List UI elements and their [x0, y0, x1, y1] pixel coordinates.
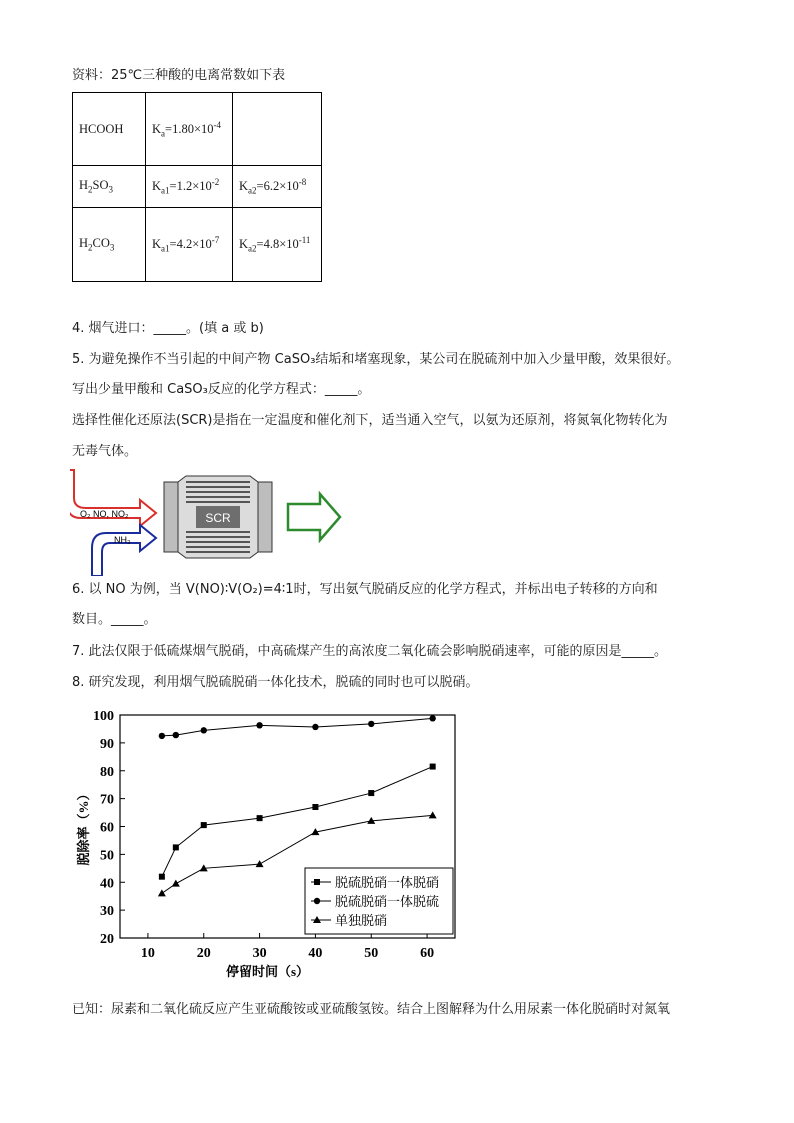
- scr-description-line1: 选择性催化还原法(SCR)是指在一定温度和催化剂下，适当通入空气，以氨为还原剂，将氮氧化物转化为: [72, 413, 668, 428]
- legend-marker-square: [314, 879, 320, 885]
- question-4: 4. 烟气进口：_____。(填 a 或 b): [72, 321, 264, 336]
- k2-cell: $K_{a2}=4.8\times 10^{-11}$: [233, 208, 322, 282]
- question-6-line1: 6. 以 NO 为例，当 V(NO)∶V(O₂)=4∶1时，写出氨气脱硝反应的化学方程式，并标出电子转移的方向和: [72, 582, 658, 597]
- scr-description-line2: 无毒气体。: [72, 444, 138, 459]
- x-tick-label: 20: [196, 946, 211, 961]
- data-point-triangle: [172, 880, 180, 887]
- data-point-circle: [312, 724, 318, 730]
- legend-label: 脱硫脱硝一体脱硫: [335, 894, 440, 909]
- legend-label: 单独脱硝: [335, 913, 388, 928]
- data-point-square: [173, 844, 179, 850]
- legend-label: 脱硫脱硝一体脱硝: [335, 875, 440, 890]
- table-row: [73, 93, 322, 166]
- data-point-circle: [368, 721, 374, 727]
- ammonia-label: NH₃: [114, 535, 131, 545]
- data-point-circle: [256, 722, 262, 728]
- acid-cell: $H_2CO_3$: [73, 208, 146, 282]
- table-row: [73, 208, 322, 282]
- data-point-triangle: [429, 811, 437, 818]
- table-row: [73, 166, 322, 208]
- x-axis-label: 停留时间（s）: [225, 964, 310, 979]
- acid-cell: $H_2SO_3$: [73, 166, 146, 208]
- x-tick-label: 30: [252, 946, 267, 961]
- y-tick-label: 80: [100, 764, 114, 780]
- y-tick-label: 50: [100, 848, 114, 864]
- y-axis-label: 脱除率（%）: [76, 787, 91, 866]
- k1-cell: $K_{a1}=4.2\times 10^{-7}$: [146, 208, 233, 282]
- series-line-square: [162, 767, 433, 877]
- data-point-circle: [173, 732, 179, 738]
- y-tick-label: 30: [100, 904, 114, 920]
- data-point-triangle: [158, 889, 166, 896]
- data-point-square: [257, 815, 263, 821]
- k2-cell: $K_{a2}=6.2\times 10^{-8}$: [233, 166, 322, 208]
- question-8: 8. 研究发现，利用烟气脱硫脱硝一体化技术，脱硫的同时也可以脱硝。: [72, 675, 479, 690]
- x-tick-label: 50: [364, 946, 379, 961]
- k2-cell: [233, 93, 322, 166]
- data-point-square: [159, 874, 165, 880]
- scr-diagram: [70, 468, 345, 576]
- data-point-triangle: [256, 860, 264, 867]
- k1-cell: $K_{a1}=1.2\times 10^{-2}$: [146, 166, 233, 208]
- data-point-square: [430, 764, 436, 770]
- data-point-circle: [201, 727, 207, 733]
- x-tick-label: 60: [420, 946, 435, 961]
- x-tick-label: 10: [140, 946, 155, 961]
- scr-label: SCR: [205, 511, 231, 525]
- data-point-square: [312, 804, 318, 810]
- y-tick-label: 70: [100, 792, 114, 808]
- y-tick-label: 90: [100, 736, 114, 752]
- removal-rate-chart: [70, 700, 470, 985]
- y-tick-label: 20: [100, 932, 114, 947]
- ionization-constants-table: [72, 92, 322, 282]
- data-point-square: [368, 790, 374, 796]
- scr-reactor: [164, 476, 272, 558]
- k1-cell: $K_a=1.80\times 10^{-4}$: [146, 93, 233, 166]
- inlet-gas-label: O₂ NO, NO₂: [80, 509, 129, 519]
- question-5-line2: 写出少量甲酸和 CaSO₃反应的化学方程式：_____。: [72, 382, 371, 397]
- question-7: 7. 此法仅限于低硫煤烟气脱硝，中高硫煤产生的高浓度二氧化硫会影响脱硝速率，可能的原因是_____。: [72, 644, 668, 659]
- y-tick-label: 100: [93, 709, 114, 724]
- data-point-square: [201, 822, 207, 828]
- question-6-line2: 数目。_____。: [72, 612, 157, 627]
- green-outlet-arrow: [288, 494, 340, 540]
- y-tick-label: 40: [100, 876, 114, 892]
- blue-inlet-arrow: [92, 525, 156, 576]
- material-intro: 资料：25℃三种酸的电离常数如下表: [72, 68, 286, 83]
- x-tick-label: 40: [308, 946, 323, 961]
- data-point-circle: [159, 733, 165, 739]
- legend-marker-circle: [314, 898, 320, 904]
- known-info: 已知：尿素和二氧化硫反应产生亚硫酸铵或亚硫酸氢铵。结合上图解释为什么用尿素一体化脱硝时对氮氧: [72, 1002, 671, 1017]
- data-point-circle: [429, 715, 435, 721]
- question-5-line1: 5. 为避免操作不当引起的中间产物 CaSO₃结垢和堵塞现象，某公司在脱硫剂中加入少量甲酸，效果很好。: [72, 352, 680, 367]
- y-tick-label: 60: [100, 820, 114, 836]
- acid-cell: HCOOH: [73, 93, 146, 166]
